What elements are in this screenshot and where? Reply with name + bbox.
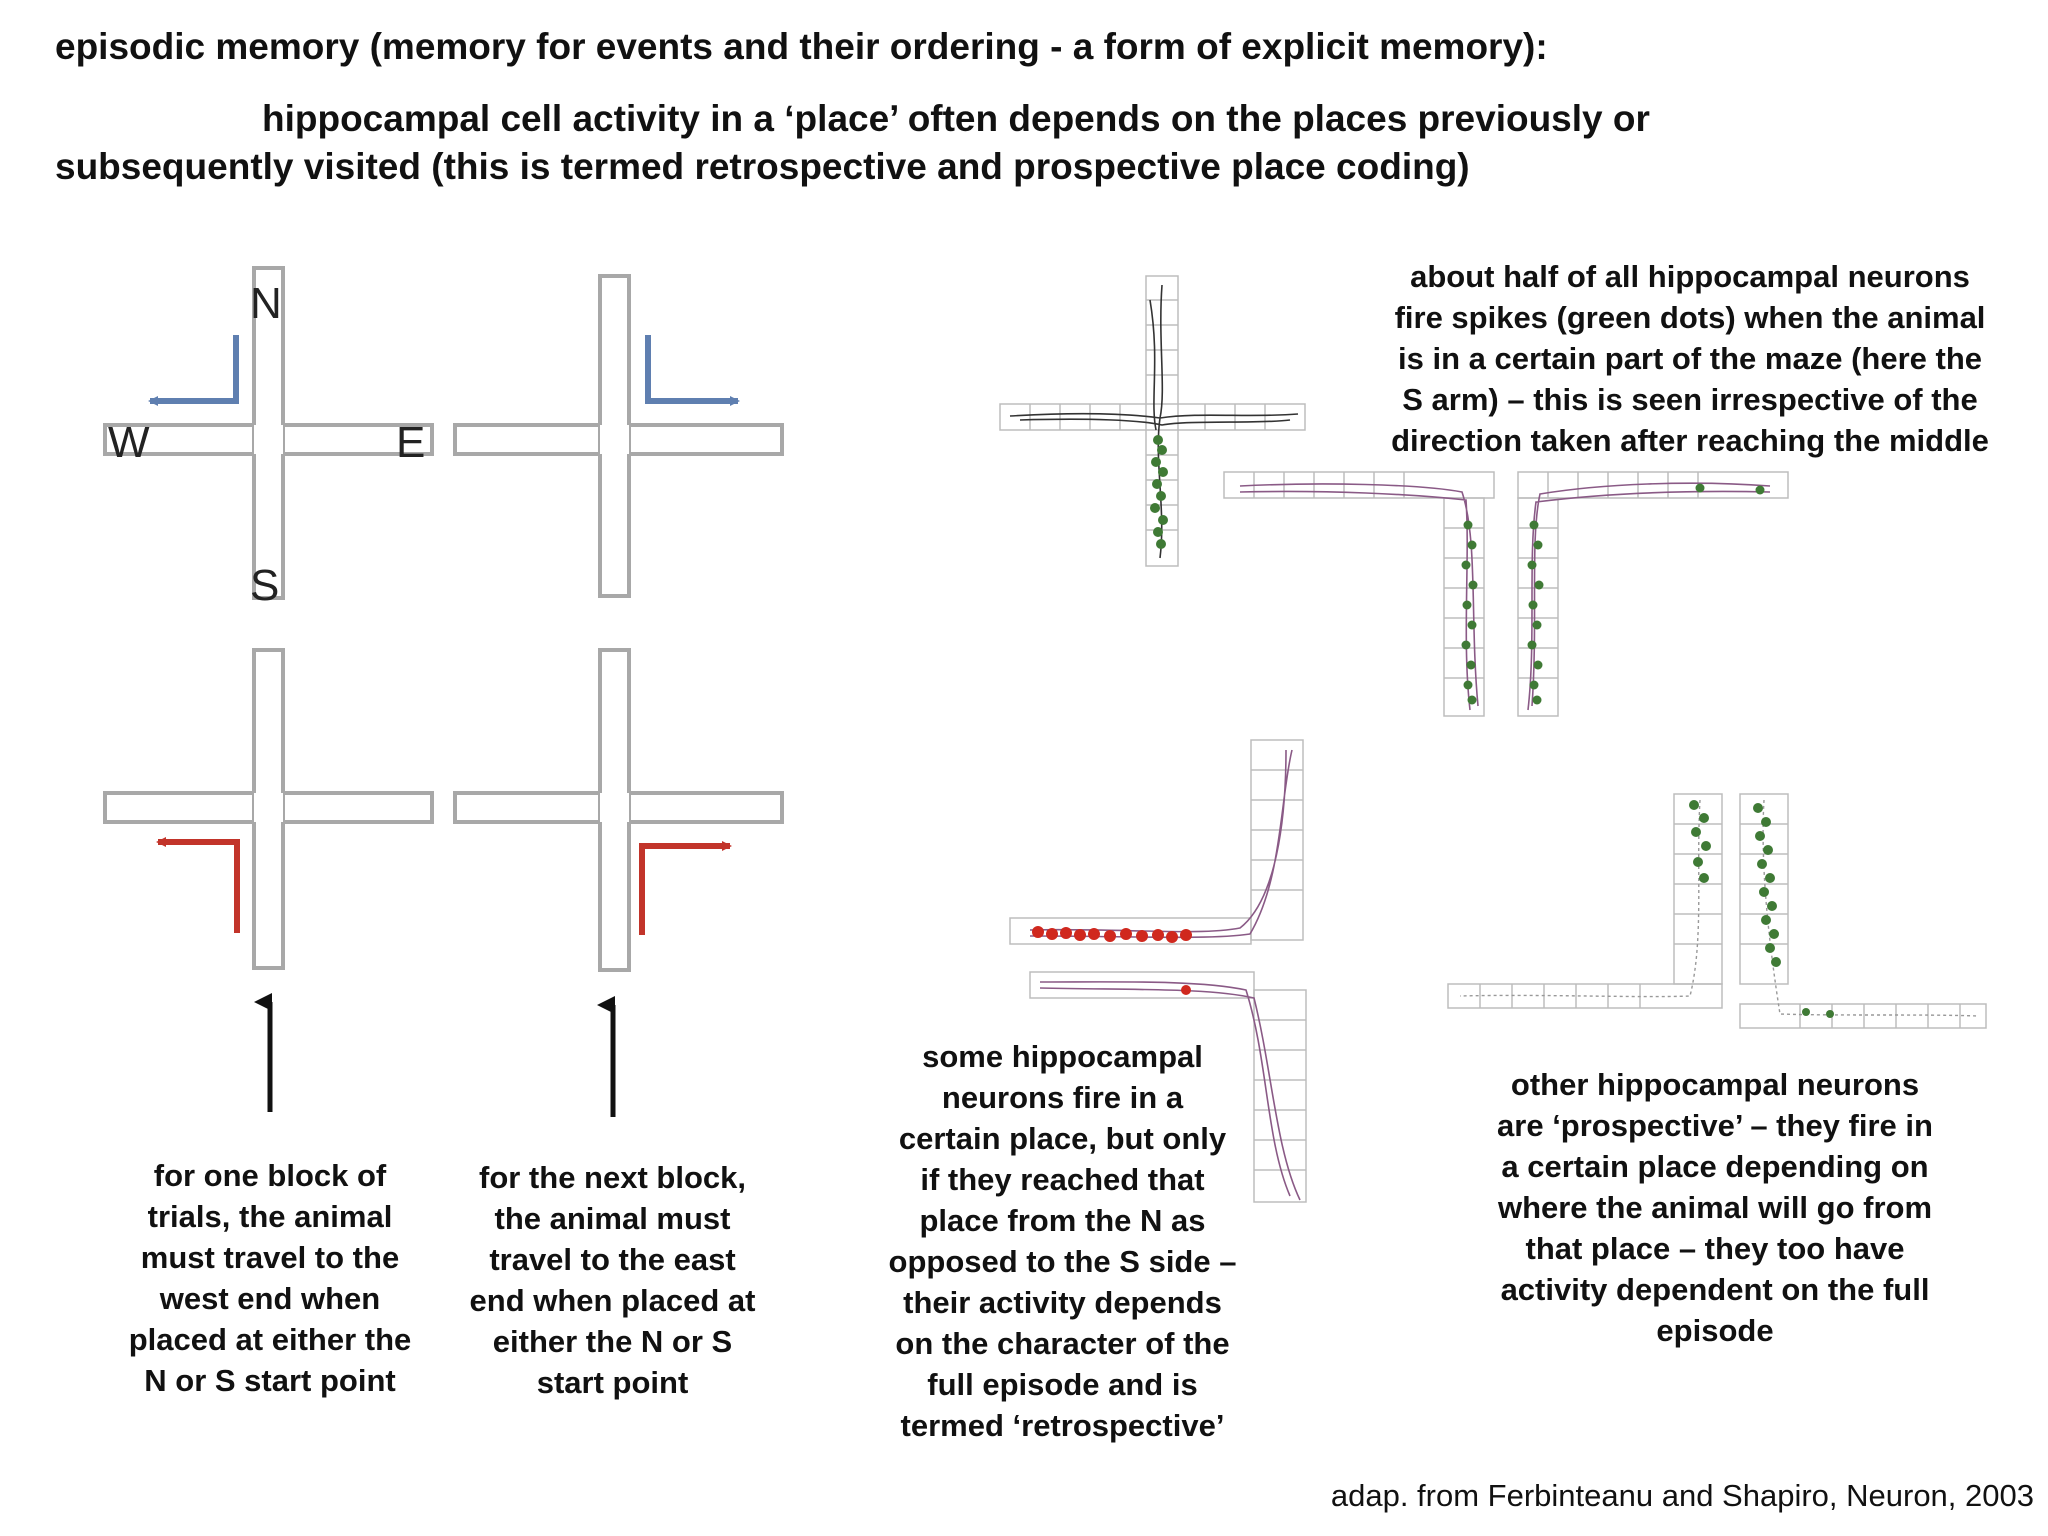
green-spikes-prospective xyxy=(1689,800,1834,1018)
green-spikes-l-mazes xyxy=(1462,484,1765,705)
source-credit: adap. from Ferbinteanu and Shapiro, Neuron, 2003 xyxy=(1330,1478,2034,1513)
trajectory-plus xyxy=(1010,285,1298,558)
red-spikes-retrospective xyxy=(1032,926,1192,995)
maze-west-south xyxy=(105,650,432,968)
caption-east-block: for the next block, the animal must travel to the east end when placed at either the N or S start point xyxy=(469,1160,756,1400)
recording-l-mazes xyxy=(1224,472,1788,716)
red-path-east xyxy=(642,846,730,935)
compass-south: S xyxy=(250,561,280,610)
maze-east-south xyxy=(455,650,782,970)
trajectory-l-mazes xyxy=(1240,483,1770,710)
blue-path-west xyxy=(150,335,236,401)
maze-east-north xyxy=(455,276,782,596)
caption-retrospective: some hippocampal neurons fire in a certain place, but only if they reached that place from the N as opposed to the S side – their activity depends on the character of the full episode and is termed ‘retrospective’ xyxy=(888,1039,1237,1443)
slide-title: episodic memory (memory for events and their ordering - a form of explicit memory): xyxy=(55,26,1548,67)
recording-prospective xyxy=(1448,794,1986,1028)
compass-east: E xyxy=(396,418,426,467)
caption-west-block: for one block of trials, the animal must travel to the west end when placed at either the N or S start point xyxy=(128,1158,412,1398)
green-spikes-s-arm xyxy=(1150,435,1168,549)
compass-north: N xyxy=(250,279,282,328)
red-path-west xyxy=(158,842,237,933)
blue-path-east xyxy=(648,335,738,401)
subtitle-line-2: subsequently visited (this is termed retrospective and prospective place coding) xyxy=(55,146,1470,187)
caption-half-neurons: about half of all hippocampal neurons fire spikes (green dots) when the animal is in a certain part of the maze (here the S arm) – this is seen irrespective of the direction taken after reaching the middle xyxy=(1391,259,1989,458)
subtitle-line-1: hippocampal cell activity in a ‘place’ often depends on the places previously or xyxy=(262,98,1650,139)
compass-west: W xyxy=(108,418,150,467)
caption-prospective: other hippocampal neurons are ‘prospective’ – they fire in a certain place depending on where the animal will go from that place – they too have activity dependent on the full episode xyxy=(1497,1067,1933,1348)
